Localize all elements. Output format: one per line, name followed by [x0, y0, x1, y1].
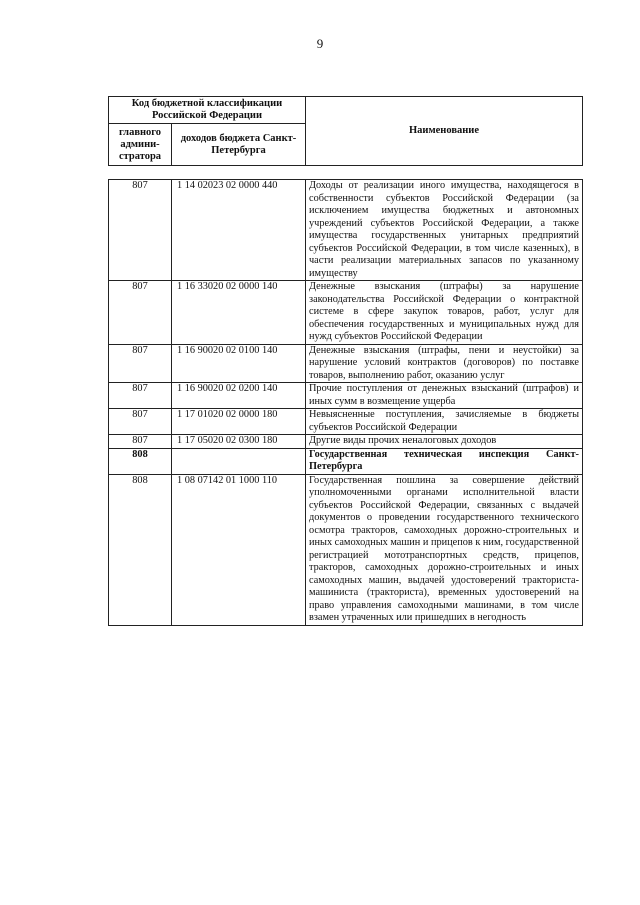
- income-code: 1 16 33020 02 0000 140: [172, 281, 306, 345]
- table-row: [109, 281, 583, 345]
- table-header: [108, 96, 583, 166]
- admin-code: 808: [109, 448, 172, 474]
- admin-code: 807: [109, 435, 172, 449]
- table-row: [109, 435, 583, 449]
- header-name: Наименование: [306, 97, 583, 166]
- admin-code: 807: [109, 409, 172, 435]
- table-row: [109, 344, 583, 383]
- admin-code: 807: [109, 344, 172, 383]
- revenue-table: [108, 179, 583, 626]
- row-name: Государственная техническая инспекция Санкт-Петербурга: [306, 448, 583, 474]
- header-code-group: Код бюджетной классификации Российской Федерации: [109, 97, 306, 124]
- admin-code: 807: [109, 281, 172, 345]
- row-name: Другие виды прочих неналоговых доходов: [306, 435, 583, 449]
- table-row: [109, 383, 583, 409]
- row-name: Государственная пошлина за совершение действий уполномоченными органами исполнительной власти субъектов Российской Федерации, связанных с выдачей документов о проведении государственного технического осмотра тракторов, самоходных дорожно-строительных и иных самоходных машин и прицепов к ним, государственной регистрацией мототранспортных средств, прицепов, тракторов, самоходных дорожно-строительных и иных самоходных машин, выдачей удостоверений тракториста-машиниста (тракториста), временных удостоверений на право управления самоходными машинами, в том числе взамен утраченных или пришедших в негодность: [306, 474, 583, 625]
- row-name: Доходы от реализации иного имущества, находящегося в собственности субъектов Российской Федерации (за исключением имущества бюджетных и автономных учреждений субъектов Российской Федерации, а также имущества государственных унитарных предприятий субъектов Российской Федерации, в том числе казенных), в части реализации материальных запасов по указанному имуществу: [306, 180, 583, 281]
- income-code: 1 08 07142 01 1000 110: [172, 474, 306, 625]
- table-row: [109, 474, 583, 625]
- admin-code: 807: [109, 383, 172, 409]
- income-code: 1 16 90020 02 0200 140: [172, 383, 306, 409]
- table-row: [109, 180, 583, 281]
- row-name: Невыясненные поступления, зачисляемые в бюджеты субъектов Российской Федерации: [306, 409, 583, 435]
- admin-code: 808: [109, 474, 172, 625]
- table-row: [109, 409, 583, 435]
- income-code: 1 14 02023 02 0000 440: [172, 180, 306, 281]
- page-number: 9: [316, 36, 324, 51]
- row-name: Денежные взыскания (штрафы) за нарушение законодательства Российской Федерации о контрактной системе в сфере закупок товаров, работ, услуг для обеспечения государственных и муниципальных нужд для нужд субъектов Российской Федерации: [306, 281, 583, 345]
- income-code: 1 17 01020 02 0000 180: [172, 409, 306, 435]
- income-code: 1 16 90020 02 0100 140: [172, 344, 306, 383]
- income-code: 1 17 05020 02 0300 180: [172, 435, 306, 449]
- admin-code: 807: [109, 180, 172, 281]
- table-row: [109, 448, 583, 474]
- header-admin: главного админи-стратора: [109, 124, 172, 166]
- row-name: Прочие поступления от денежных взысканий (штрафов) и иных сумм в возмещение ущерба: [306, 383, 583, 409]
- income-code: [172, 448, 306, 474]
- header-income: доходов бюджета Санкт-Петербурга: [172, 124, 306, 166]
- row-name: Денежные взыскания (штрафы, пени и неустойки) за нарушение условий контрактов (договоров) по поставке товаров, выполнению работ, оказанию услуг: [306, 344, 583, 383]
